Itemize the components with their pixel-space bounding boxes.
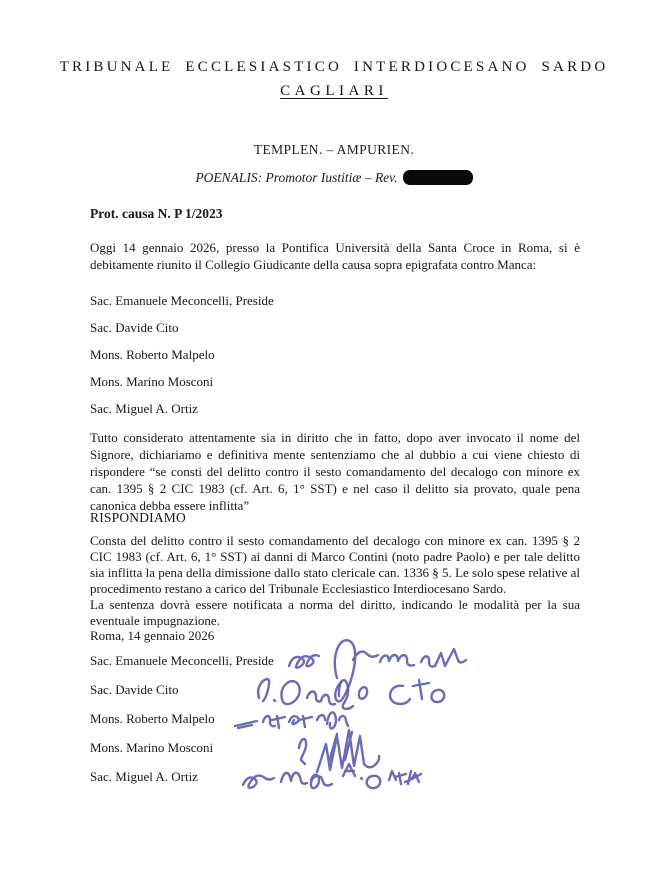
- redaction-box: [403, 170, 473, 185]
- judge-row: Mons. Roberto Malpelo: [90, 347, 215, 362]
- judge-row: Mons. Marino Mosconi: [90, 374, 214, 389]
- signatories-list: [90, 652, 580, 797]
- notification-paragraph: La sentenza dovrà essere notificata a norma del diritto, indicando le modalità per la sua eventuale impugnazione.: [90, 597, 580, 628]
- verdict-paragraph: Consta del delitto contro il sesto comandamento del decalogo con minore ex can. 1395 § 2 CIC 1983 (cf. Art. 6, 1° SST) ai danni di Marco Contini (noto padre Paolo) e per tale delitto sia inflitta la pena della dimissione dallo stato clericale can. 1336 § 5. Le solo spese relative al procedimento restano a carico del Tribunale Ecclesiastico Interdiocesano Sardo.: [90, 533, 580, 596]
- signatory-name: Sac. Emanuele Meconcelli, Preside: [90, 653, 274, 668]
- judge-row: Sac. Emanuele Meconcelli, Preside: [90, 293, 274, 308]
- deliberation-paragraph: Tutto considerato attentamente sia in diritto che in fatto, dopo aver invocato il nome del Signore, dichiariamo e definitiva mente sentenziamo che al dubbio a cui viene chiesto di rispondere “se consti del delitto contro il sesto comandamento del decalogo con minore ex can. 1395 § 2 CIC 1983 (cf. Art. 6, 1° SST) e nel caso il delitto sia provato, quale pena canonica debba essere inflitta”: [90, 430, 580, 513]
- judge-row: Sac. Davide Cito: [90, 320, 179, 335]
- signatory-name: Sac. Miguel A. Ortiz: [90, 769, 198, 784]
- signatory-name: Mons. Roberto Malpelo: [90, 711, 215, 726]
- intro-paragraph: Oggi 14 gennaio 2026, presso la Pontifica Università della Santa Croce in Roma, si è debitamente riunito il Collegio Giudicante della causa sopra epigrafata contro Manca:: [90, 240, 580, 272]
- judge-row: Sac. Miguel A. Ortiz: [90, 401, 198, 416]
- respond-heading: RISPONDIAMO: [90, 510, 186, 525]
- redaction-rect: [403, 170, 473, 185]
- signatory-name: Sac. Davide Cito: [90, 682, 179, 697]
- dateline: Roma, 14 gennaio 2026: [90, 628, 215, 643]
- signatory-name: Mons. Marino Mosconi: [90, 740, 214, 755]
- protocol-number: Prot. causa N. P 1/2023: [90, 206, 223, 221]
- poenalis-text: POENALIS: Promotor Iustitiæ – Rev.: [195, 170, 398, 185]
- judges-list: [90, 292, 580, 427]
- tribunal-see: CAGLIARI: [280, 83, 388, 99]
- tribunal-title: TRIBUNALE ECCLESIASTICO INTERDIOCESANO SARDO: [59, 59, 609, 75]
- case-poenalis-line: [0, 169, 668, 187]
- verdict-block: [90, 533, 580, 629]
- case-dioceses: TEMPLEN. – AMPURIEN.: [253, 142, 415, 157]
